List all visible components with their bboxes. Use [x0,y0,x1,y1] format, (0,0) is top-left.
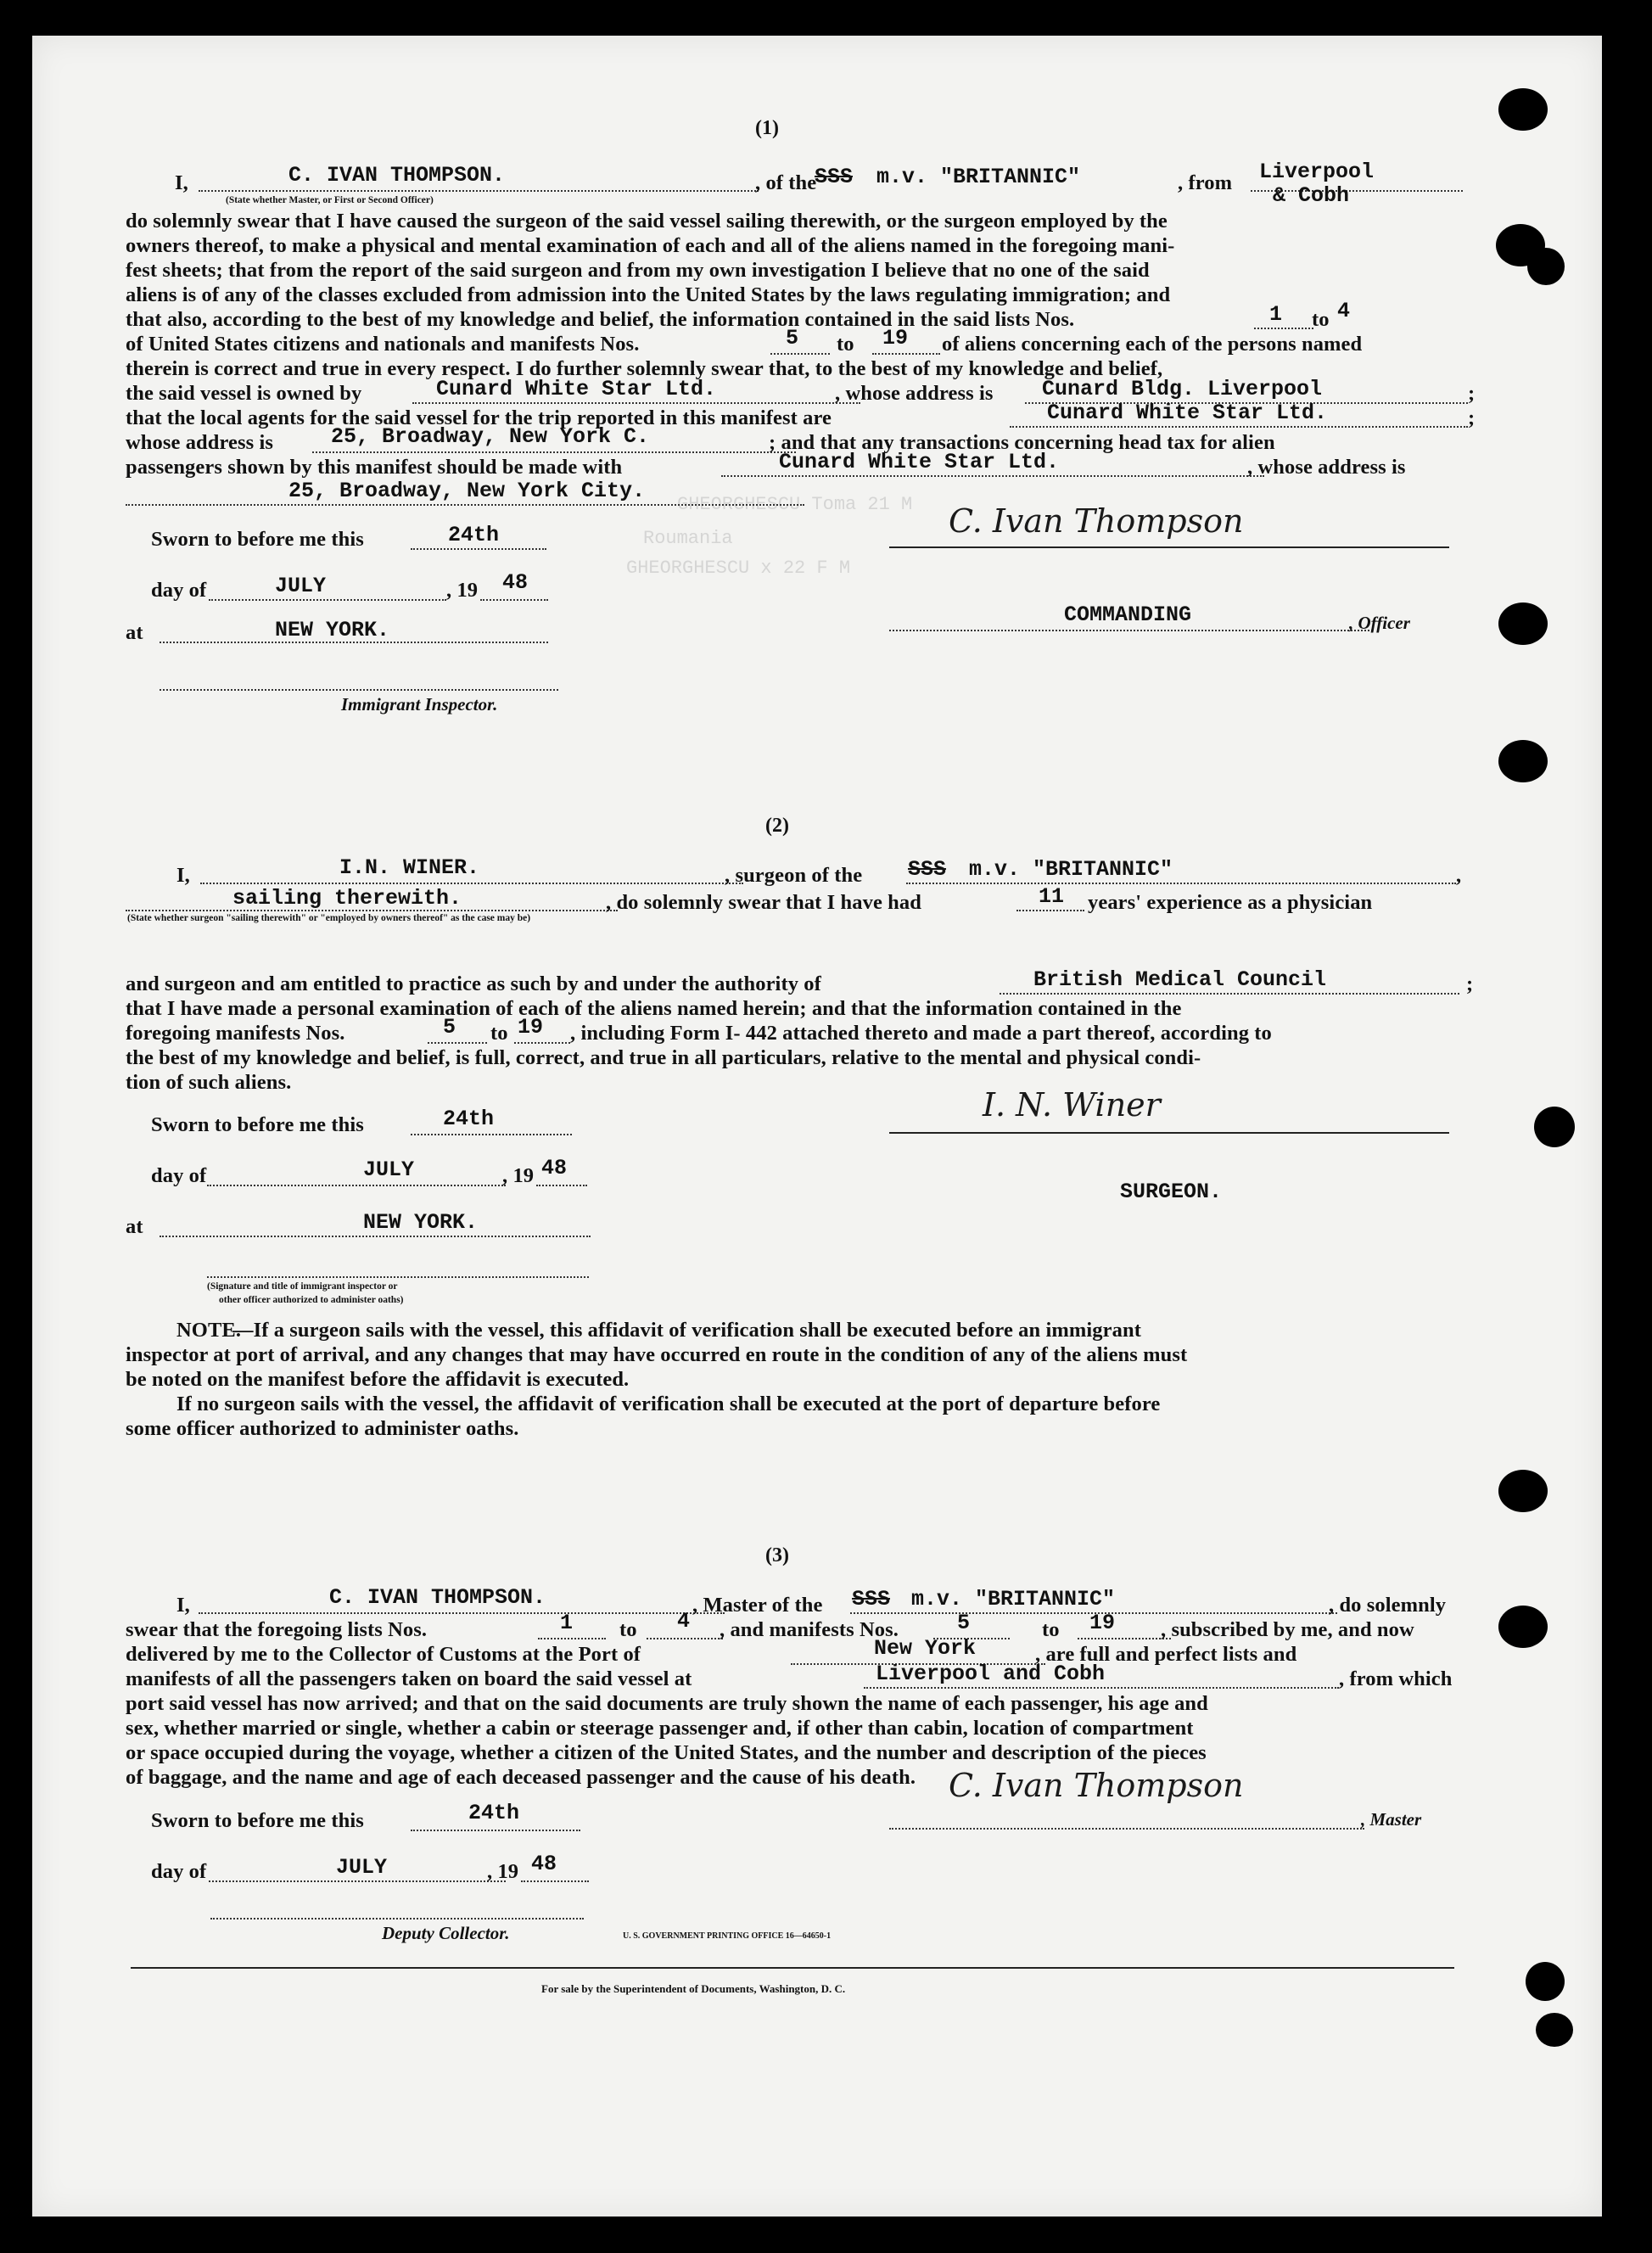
surgeon-of-label: , surgeon of the [725,864,863,887]
note-text: If no surgeon sails with the vessel, the affidavit of verification shall be executed at the port of departure before [176,1393,1161,1415]
year-label: , 19 [502,1164,535,1187]
experience-label: , do solemnly swear that I have had [606,891,921,914]
agents-address-field: 25, Broadway, New York C. [331,424,650,449]
to-label: to [490,1022,508,1045]
oath-line: or space occupied during the voyage, whether a citizen of the United States, and the number and description of the pieces [126,1741,1207,1764]
oath-line: sex, whether married or single, whether a cabin or steerage passenger and, if other than cabin, location of compartment [126,1717,1194,1740]
punch-hole [1498,740,1548,782]
prefix-i: I, [176,1594,190,1617]
year-field: 48 [502,570,529,595]
to-label: to [1312,308,1330,331]
oath-line: fest sheets; that from the report of the said surgeon and from my own investigation I believe that no one of the said [126,259,1150,282]
head-tax-label: passengers shown by this manifest should be made with [126,456,623,479]
master-name-field: C. IVAN THOMPSON. [329,1585,546,1610]
sworn-label: Sworn to before me this [151,1809,364,1832]
vessel-name-field: m.v. "BRITANNIC" [911,1587,1116,1611]
belief-line-2: tion of such aliens. [126,1071,292,1094]
day-of-label: day of [151,1164,207,1187]
year-field: 48 [531,1852,557,1876]
lists-label: swear that the foregoing lists Nos. [126,1618,428,1641]
years-field: 11 [1039,884,1065,909]
punch-hole [1526,1962,1565,2001]
struck-prefix: SSS [815,165,854,189]
from-which-label: , from which [1339,1667,1453,1690]
boarded-at-field: Liverpool and Cobh [876,1662,1106,1686]
agents-address-label: whose address is [126,431,274,454]
subscribed-label: , subscribed by me, and now [1161,1618,1414,1641]
departure-port-field: Liverpool [1259,160,1375,184]
experience-label-b: years' experience as a physician [1088,891,1373,914]
lists-from-field: 1 [560,1611,574,1635]
officer-title-field: COMMANDING [1064,602,1192,627]
at-label: at [126,1215,143,1238]
sworn-day-field: 24th [448,523,500,547]
comma: , [1456,864,1462,887]
exam-line: that I have made a personal examination of each of the aliens named herein; and that the information contained in the [126,997,1182,1020]
from-label: , from [1178,171,1233,194]
signature-caption: other officer authorized to administer oaths) [219,1295,404,1305]
master-label: , Master [1361,1809,1422,1830]
lists-to-field: 4 [677,1609,691,1634]
surgeon-caption: (State whether surgeon "sailing therewith" or "employed by owners thereof" as the case may be) [127,913,531,923]
section-number: (3) [765,1544,789,1566]
head-tax-line: ; and that any transactions concerning head tax for alien [769,431,1275,454]
note-text: —If a surgeon sails with the vessel, this affidavit of verification shall be executed before an immigrant [232,1319,1141,1342]
day-of-label: day of [151,579,207,602]
oath-line: therein is correct and true in every respect. I do further solemnly swear that, to the best of my knowledge and belief, [126,357,1163,380]
owner-label: the said vessel is owned by [126,382,362,405]
struck-prefix: SSS [908,857,947,882]
prefix-i: I, [175,171,188,194]
master-signature: C. Ivan Thompson [949,1767,1244,1804]
oath-line: that also, according to the best of my knowledge and belief, the information contained in the said lists Nos. [126,308,1075,331]
oath-line: do solemnly swear that I have caused the surgeon of the said vessel sailing therewith, or the surgeon employed by the [126,210,1168,233]
semicolon: ; [1468,382,1476,405]
boarded-label: manifests of all the passengers taken on board the said vessel at [126,1667,692,1690]
oath-line: port said vessel has now arrived; and that on the said documents are truly shown the name of each passenger, his age and [126,1692,1208,1715]
head-tax-party-field: Cunard White Star Ltd. [779,450,1060,474]
section-number: (2) [765,815,789,837]
owner-address-label: , whose address is [835,382,994,405]
punch-hole [1527,248,1565,285]
manifests-from-field: 5 [957,1611,971,1635]
punch-hole [1498,602,1548,645]
month-field: JULY [363,1157,415,1182]
year-label: , 19 [446,579,479,602]
belief-line: the best of my knowledge and belief, is full, correct, and true in all particulars, relative to the mental and physical condi- [126,1046,1201,1069]
master-of-label: , Master of the [692,1594,823,1617]
surgeon-title: SURGEON. [1120,1180,1223,1204]
sworn-label: Sworn to before me this [151,1113,364,1136]
lists-from-field: 1 [1269,302,1283,327]
of-the-label: , of the [755,171,817,194]
punch-hole [1536,2013,1573,2047]
bleed-through-text: Roumania [643,528,733,549]
head-tax-address-label: , whose address is [1247,456,1406,479]
manifests-label: foregoing manifests Nos. [126,1022,345,1045]
manifests-to-field: 19 [882,326,909,350]
port-label: delivered by me to the Collector of Customs at the Port of [126,1643,641,1666]
bleed-through-text: GHEORGHESCU Toma 21 M [677,494,913,515]
printing-office-note: U. S. GOVERNMENT PRINTING OFFICE 16—64650-1 [623,1931,832,1941]
departure-port-field-2: & Cobh [1273,183,1350,208]
note-label: NOTE. [176,1319,242,1342]
document-page [32,36,1602,2217]
vessel-name-field: m.v. "BRITANNIC" [876,165,1081,189]
to-label: to [619,1618,637,1641]
officer-label: , Officer [1349,613,1410,633]
agents-field: Cunard White Star Ltd. [1047,401,1328,425]
month-field: JULY [336,1855,388,1880]
officer-caption: (State whether Master, or First or Second Officer) [226,195,434,205]
punch-hole [1498,1606,1548,1648]
manifests-label: , and manifests Nos. [720,1618,899,1641]
bleed-through-text: GHEORGHESCU x 22 F M [626,558,851,579]
manifests-from-field: 5 [786,326,799,350]
place-field: NEW YORK. [363,1210,479,1235]
to-label: to [837,333,854,356]
signature-caption: (Signature and title of immigrant inspector or [207,1281,398,1292]
officer-name-field: C. IVAN THOMPSON. [288,163,506,188]
place-field: NEW YORK. [275,618,390,642]
solemnly-label: , do solemnly [1329,1594,1447,1617]
sworn-label: Sworn to before me this [151,528,364,551]
punch-hole [1498,1470,1548,1512]
note-text: be noted on the manifest before the affidavit is executed. [126,1368,630,1391]
authority-label: and surgeon and am entitled to practice as such by and under the authority of [126,972,821,995]
note-text: inspector at port of arrival, and any changes that may have occurred en route in the condition of any of the aliens must [126,1343,1188,1366]
form-line: , including Form I- 442 attached thereto and made a part thereof, according to [570,1022,1272,1045]
manifests-from-field: 5 [443,1015,456,1040]
year-label: , 19 [487,1860,519,1883]
head-tax-address-field: 25, Broadway, New York City. [288,479,646,503]
master-signature: C. Ivan Thompson [949,502,1244,540]
inspector-caption: Immigrant Inspector. [341,694,498,715]
note-text: some officer authorized to administer oaths. [126,1417,519,1440]
manifests-line-b: of aliens concerning each of the persons named [942,333,1363,356]
struck-prefix: SSS [852,1587,891,1611]
sworn-day-field: 24th [443,1107,495,1131]
manifests-to-field: 19 [518,1015,544,1040]
owner-field: Cunard White Star Ltd. [436,377,717,401]
authority-field: British Medical Council [1033,967,1327,992]
owner-address-field: Cunard Bldg. Liverpool [1042,377,1323,401]
day-of-label: day of [151,1860,207,1883]
collector-caption: Deputy Collector. [382,1923,510,1943]
sailing-field: sailing therewith. [232,886,462,911]
manifests-line: of United States citizens and nationals and manifests Nos. [126,333,640,356]
year-field: 48 [541,1156,568,1180]
lists-to-field: 4 [1337,299,1351,323]
sworn-day-field: 24th [468,1801,520,1825]
vessel-name-field: m.v. "BRITANNIC" [969,857,1173,882]
at-label: at [126,621,143,644]
punch-hole [1498,88,1548,131]
oath-line: aliens is of any of the classes excluded from admission into the United States by the laws regulating immigration; and [126,283,1171,306]
agents-label: that the local agents for the said vessel for the trip reported in this manifest are [126,406,832,429]
surgeon-name-field: I.N. WINER. [339,855,480,880]
semicolon: ; [1468,406,1476,429]
for-sale-note: For sale by the Superintendent of Documents, Washington, D. C. [541,1982,846,1995]
prefix-i: I, [176,864,190,887]
semicolon: ; [1466,972,1474,995]
surgeon-signature: I. N. Winer [983,1086,1161,1124]
full-lists-label: , are full and perfect lists and [1035,1643,1297,1666]
manifests-to-field: 19 [1089,1611,1116,1635]
section-number: (1) [755,117,779,139]
month-field: JULY [275,574,327,598]
to-label: to [1042,1618,1060,1641]
punch-hole [1534,1107,1575,1147]
oath-line: of baggage, and the name and age of each deceased passenger and the cause of his death. [126,1766,916,1789]
port-field: New York [874,1636,977,1661]
oath-line: owners thereof, to make a physical and mental examination of each and all of the aliens named in the foregoing mani- [126,234,1175,257]
